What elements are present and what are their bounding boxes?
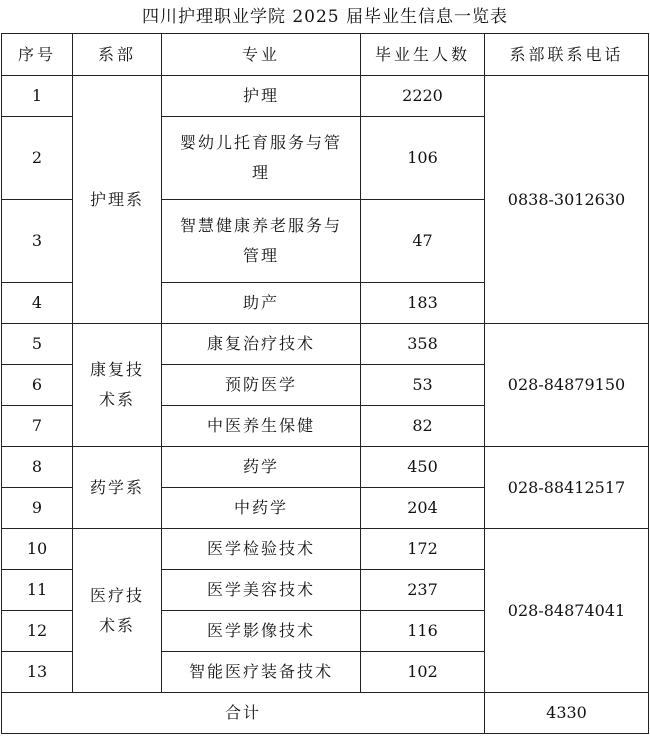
row-index: 12 — [2, 611, 73, 652]
table-row — [2, 76, 649, 117]
graduate-count: 116 — [361, 611, 485, 652]
row-index: 1 — [2, 76, 73, 117]
graduate-count: 358 — [361, 324, 485, 365]
row-index: 13 — [2, 652, 73, 693]
table-header-row — [2, 34, 649, 76]
major-name: 医学影像技术 — [162, 611, 361, 652]
header-graduates: 毕业生人数 — [361, 34, 485, 76]
graduate-count: 172 — [361, 529, 485, 570]
major-name: 药学 — [162, 447, 361, 488]
row-index: 10 — [2, 529, 73, 570]
row-index: 3 — [2, 200, 73, 283]
department-name: 药学系 — [73, 447, 162, 529]
header-major: 专业 — [162, 34, 361, 76]
department-name: 护理系 — [73, 76, 162, 324]
major-name: 医学检验技术 — [162, 529, 361, 570]
row-index: 7 — [2, 406, 73, 447]
row-index: 4 — [2, 283, 73, 324]
total-value: 4330 — [485, 693, 649, 734]
major-name: 助产 — [162, 283, 361, 324]
graduate-count: 2220 — [361, 76, 485, 117]
department-name: 康复技术系 — [73, 324, 162, 447]
graduate-count: 82 — [361, 406, 485, 447]
graduate-count: 53 — [361, 365, 485, 406]
major-name: 智能医疗装备技术 — [162, 652, 361, 693]
major-name: 中药学 — [162, 488, 361, 529]
graduates-table — [1, 33, 649, 734]
major-name: 预防医学 — [162, 365, 361, 406]
department-phone: 028-88412517 — [485, 447, 649, 529]
row-index: 6 — [2, 365, 73, 406]
graduate-count: 106 — [361, 117, 485, 200]
major-name: 护理 — [162, 76, 361, 117]
row-index: 9 — [2, 488, 73, 529]
total-row — [2, 693, 649, 734]
department-phone: 028-84879150 — [485, 324, 649, 447]
graduate-count: 102 — [361, 652, 485, 693]
major-name: 婴幼儿托育服务与管理 — [162, 117, 361, 200]
graduate-count: 183 — [361, 283, 485, 324]
table-row — [2, 447, 649, 488]
row-index: 8 — [2, 447, 73, 488]
major-name: 智慧健康养老服务与管理 — [162, 200, 361, 283]
department-phone: 0838-3012630 — [485, 76, 649, 324]
graduate-count: 237 — [361, 570, 485, 611]
row-index: 5 — [2, 324, 73, 365]
graduate-count: 450 — [361, 447, 485, 488]
graduate-count: 47 — [361, 200, 485, 283]
major-name: 医学美容技术 — [162, 570, 361, 611]
table-row — [2, 529, 649, 570]
major-name: 中医养生保健 — [162, 406, 361, 447]
table-row — [2, 324, 649, 365]
row-index: 11 — [2, 570, 73, 611]
total-label: 合计 — [2, 693, 485, 734]
department-phone: 028-84874041 — [485, 529, 649, 693]
row-index: 2 — [2, 117, 73, 200]
header-phone: 系部联系电话 — [485, 34, 649, 76]
table-title: 四川护理职业学院 2025 届毕业生信息一览表 — [141, 7, 509, 27]
major-name: 康复治疗技术 — [162, 324, 361, 365]
graduate-count: 204 — [361, 488, 485, 529]
department-name: 医疗技术系 — [73, 529, 162, 693]
header-department: 系部 — [73, 34, 162, 76]
header-index: 序号 — [2, 34, 73, 76]
